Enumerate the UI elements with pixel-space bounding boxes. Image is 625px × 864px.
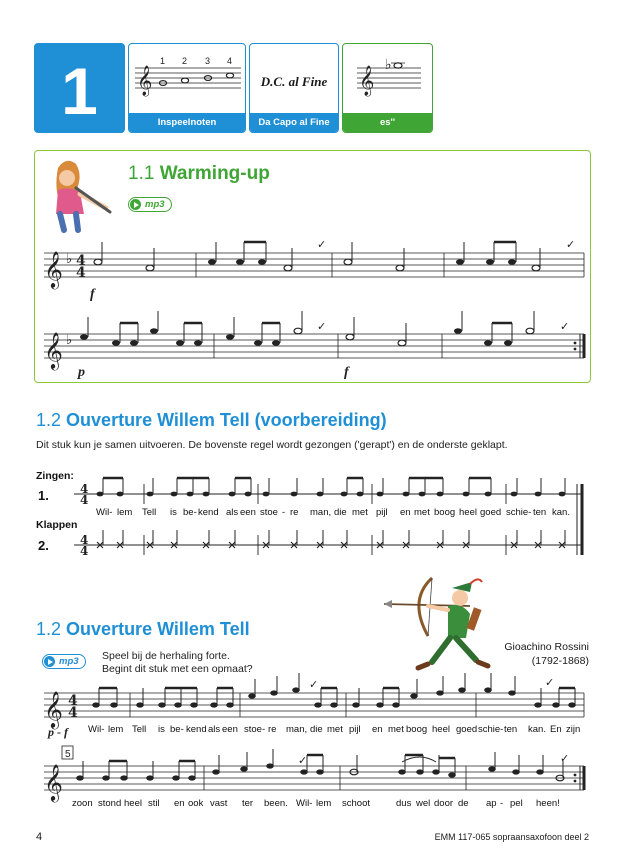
lyric: stil [148, 798, 160, 809]
lyric: met [388, 724, 404, 735]
lyric: man, [310, 507, 332, 518]
lyric: pijl [376, 507, 388, 518]
lyric: ter [242, 798, 254, 809]
lyric: - [282, 507, 286, 518]
zingen-label: Zingen: [36, 470, 74, 482]
svg-text:♭: ♭ [385, 57, 392, 73]
dynamic-f-1: f [90, 287, 95, 302]
svg-text:𝄞: 𝄞 [44, 763, 63, 801]
svg-text:✓: ✓ [560, 320, 570, 333]
warmup-mp3-label: mp3 [145, 199, 165, 210]
svg-text:4: 4 [76, 265, 86, 281]
lyric: kend [198, 507, 219, 518]
lyric: heel [459, 507, 477, 518]
klappen-label: Klappen [36, 519, 78, 531]
inspeelnoten-caption: Inspeelnoten [129, 113, 245, 132]
lyric: stoe [260, 507, 278, 518]
lyric: kend [186, 724, 207, 735]
lyric: vast [210, 798, 228, 809]
lyric: ten [533, 507, 547, 518]
tell-mp3-label: mp3 [59, 656, 79, 667]
fingering-2: 2 [182, 56, 188, 66]
lyric: met [414, 507, 430, 518]
lyric: als [226, 507, 239, 518]
svg-text:𝄞: 𝄞 [359, 66, 375, 96]
warmup-number: 1.1 [128, 163, 155, 184]
lyric: schie- [478, 724, 504, 735]
lyric: is [170, 507, 177, 518]
dynamic-p: p [78, 365, 85, 380]
lyric: Wil- [296, 798, 313, 809]
svg-text:4: 4 [68, 693, 78, 709]
lyric: een [222, 724, 238, 735]
lesson-number: 1 [61, 54, 98, 128]
lyric: Tell [132, 724, 147, 735]
lyric: met [327, 724, 343, 735]
tell-dynamics: p - f [48, 725, 68, 739]
es-caption: es'' [343, 113, 432, 132]
prep-title: Ouverture Willem Tell (voorbereiding) [66, 410, 387, 430]
lyric: zijn [566, 724, 581, 735]
publication-code: EMM 117-065 sopraansaxofoon deel 2 [434, 832, 589, 842]
svg-text:✓: ✓ [545, 676, 555, 689]
lyric: de [458, 798, 469, 809]
lyric: door [434, 798, 454, 809]
lyric: met [352, 507, 368, 518]
lyric: be- [183, 507, 197, 518]
da-capo-caption: Da Capo al Fine [250, 113, 338, 132]
instruction-line-1: Speel bij de herhaling forte. [102, 650, 230, 662]
lyric: lem [108, 724, 124, 735]
lyric: pijl [349, 724, 361, 735]
lyric: heel [124, 798, 142, 809]
lyric: been. [264, 798, 288, 809]
tell-number: 1.2 [36, 619, 62, 639]
lyric: - [500, 798, 504, 809]
lyric: die [334, 507, 347, 518]
dynamic-f-2: f [344, 365, 349, 380]
fingering-3: 3 [205, 56, 211, 66]
svg-text:✓: ✓ [317, 320, 327, 333]
svg-text:𝄞: 𝄞 [44, 690, 63, 728]
prep-intro: Dit stuk kun je samen uitvoeren. De bovenste regel wordt gezongen ('gerapt') en de onderste geklapt. [36, 439, 508, 451]
lyric: stoe- [244, 724, 266, 735]
lyric: stond [98, 798, 122, 809]
svg-text:𝄞: 𝄞 [137, 66, 153, 96]
svg-text:4: 4 [68, 705, 78, 721]
svg-text:4: 4 [80, 493, 89, 507]
lyric: pel [510, 798, 523, 809]
lyric: en [400, 507, 411, 518]
lyric: lem [117, 507, 133, 518]
svg-text:✓: ✓ [566, 238, 576, 251]
tell-title: Ouverture Willem Tell [66, 619, 250, 639]
svg-text:✓: ✓ [309, 678, 319, 691]
svg-text:𝄞: 𝄞 [44, 331, 63, 369]
page-number: 4 [36, 831, 43, 843]
lyric: dus [396, 798, 412, 809]
lyric: en [174, 798, 185, 809]
row1-number: 1. [38, 488, 49, 503]
svg-text:4: 4 [80, 482, 89, 496]
svg-text:𝄞: 𝄞 [44, 250, 63, 288]
lyric: man, [286, 724, 308, 735]
fingering-4: 4 [227, 56, 233, 66]
instruction-line-2: Begint dit stuk met een opmaat? [102, 663, 253, 675]
lyric: is [158, 724, 165, 735]
lyric: boog [434, 507, 456, 518]
prep-number: 1.2 [36, 410, 62, 430]
svg-text:♭: ♭ [66, 252, 73, 267]
composer-name: Gioachino Rossini [504, 641, 589, 653]
lyric: zoon [72, 798, 93, 809]
lyric: een [240, 507, 256, 518]
svg-text:✓: ✓ [298, 754, 308, 767]
lyric: als [208, 724, 221, 735]
svg-text:✓: ✓ [560, 752, 570, 765]
lyric: goed [456, 724, 478, 735]
lyric: Wil- [88, 724, 105, 735]
svg-text:4: 4 [76, 253, 86, 269]
lyric: ten [504, 724, 518, 735]
lyric: ook [188, 798, 204, 809]
composer-years: (1792-1868) [531, 655, 589, 667]
svg-text:4: 4 [80, 533, 89, 547]
lyric: ap [486, 798, 497, 809]
lyric: kan. [552, 507, 570, 518]
lyric: En [550, 724, 562, 735]
lyric: heen! [536, 798, 560, 809]
lyric: die [310, 724, 323, 735]
lyric: be- [170, 724, 184, 735]
lyric: schoot [342, 798, 370, 809]
lyric: re [290, 507, 299, 518]
lyric: wel [416, 798, 431, 809]
svg-text:✓: ✓ [317, 238, 327, 251]
lyric: en [372, 724, 383, 735]
lyric: Tell [142, 507, 157, 518]
fingering-1: 1 [160, 56, 166, 66]
warmup-title: Warming-up [159, 163, 270, 184]
lyric: re [268, 724, 277, 735]
dc-al-fine-text: D.C. al Fine [260, 74, 328, 89]
lyric: lem [316, 798, 332, 809]
svg-text:4: 4 [80, 544, 89, 558]
measure-number: 5 [65, 749, 71, 760]
svg-text:♭: ♭ [66, 333, 73, 348]
row2-number: 2. [38, 538, 49, 553]
lyric: boog [406, 724, 428, 735]
lyric: kan. [528, 724, 546, 735]
lyric: Wil- [96, 507, 113, 518]
lyric: schie- [506, 507, 532, 518]
lyric: goed [480, 507, 502, 518]
lyric: heel [432, 724, 450, 735]
